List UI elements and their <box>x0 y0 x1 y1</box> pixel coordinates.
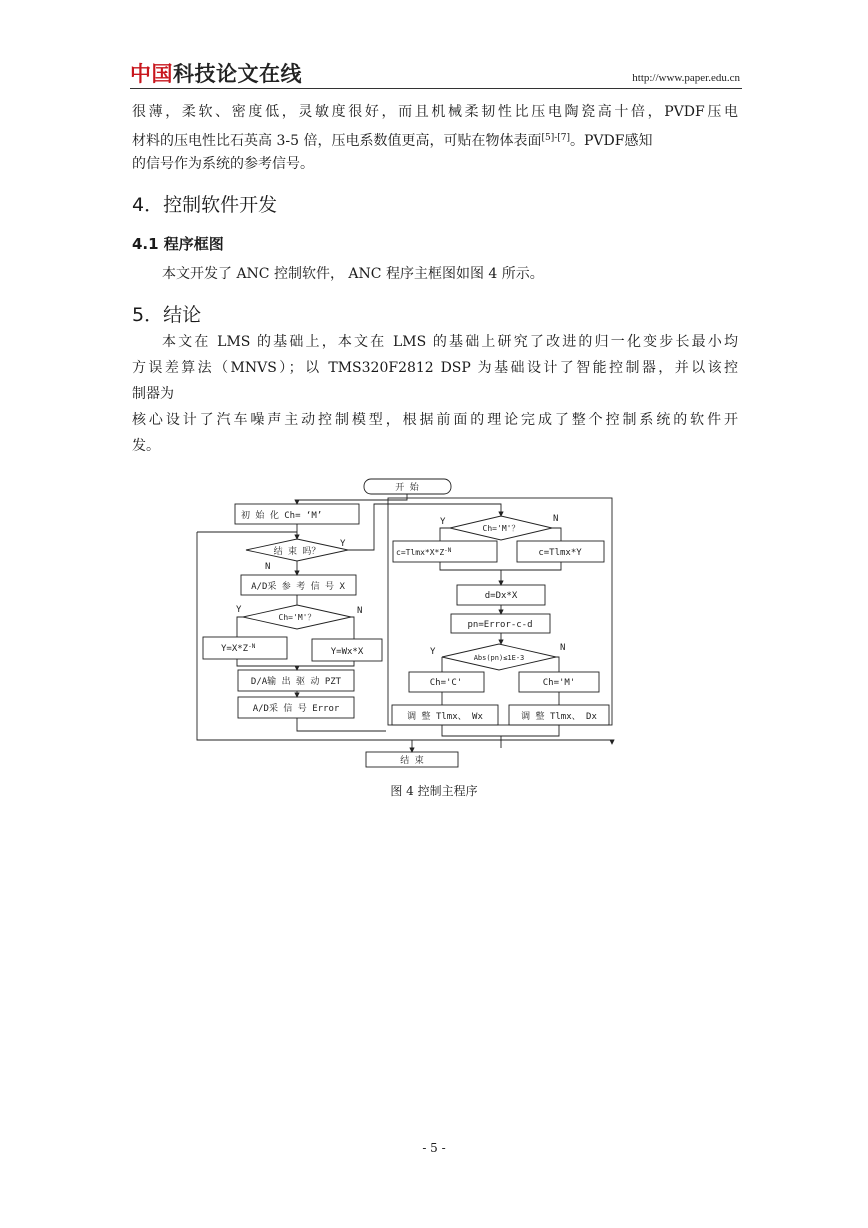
y-xz-label: $Y=X*Z^{-N}$ <box>221 643 256 654</box>
conclusion-line-3: 制器为 <box>132 386 174 402</box>
conclusion-line-1: 本文在 LMS 的基础上，本文在 LMS 的基础上研究了改进的归一化变步长最小均 <box>162 334 738 350</box>
ch-m-label: Ch='M' <box>542 678 576 688</box>
intro-line-3: 的信号作为系统的参考信号。 <box>132 156 314 172</box>
conclusion-line-2: 方误差算法（MNVS）；以 TMS320F2812 DSP 为基础设计了智能控制器，并以该控 <box>132 360 738 376</box>
intro-line-2: 材料的压电性比石英高 3-5 倍，压电系数值更高，可贴在物体表面[5]-[7]。PVDF感知 <box>132 133 653 149</box>
intro-line-1: 很薄，柔软、密度低，灵敏度很好，而且机械柔韧性比压电陶瓷高十倍，PVDF压电 <box>132 104 738 120</box>
end-question-label: 结 束 吗？ <box>273 547 321 557</box>
section-4-1-text: 本文开发了 ANC 控制软件， ANC 程序主框图如图 4 所示。 <box>162 266 544 282</box>
y-wx-label: Y=Wx*X <box>330 647 364 657</box>
header-url[interactable]: http://www.paper.edu.cn <box>632 72 740 84</box>
adj-wx-label: 调 整 Tlmx、 Wx <box>407 712 483 722</box>
abs-label: Abs(pn)≤1E-3 <box>473 654 525 662</box>
section-4-1-heading: 4.1 程序框图 <box>132 235 224 253</box>
ad-err-label: A/D采 信 号 Error <box>252 704 340 714</box>
start-label: 开 始 <box>395 483 419 493</box>
section-5-heading: 5．结论 <box>132 304 202 326</box>
no-label: N <box>357 606 363 616</box>
da-out-label: D/A输 出 驱 动 PZT <box>250 677 342 687</box>
figure-caption: 图 4 控制主程序 <box>390 784 478 798</box>
no-label: N <box>560 643 566 653</box>
adj-dx-label: 调 整 Tlmx、 Dx <box>521 712 597 722</box>
page-number: - 5 - <box>422 1141 446 1155</box>
section-4-heading: 4．控制软件开发 <box>132 194 278 216</box>
conclusion-line-5: 发。 <box>132 438 160 454</box>
yes-label: Y <box>236 605 242 615</box>
pn-err-label: pn=Error-c-d <box>467 620 533 630</box>
sample-ref-label: A/D采 参 考 信 号 X <box>251 582 345 592</box>
c-tlmx-y-label: c=Tlmx*Y <box>538 548 582 558</box>
c-tlmx-xz-label: $c=Tlmx*X*Z^{-N}$ <box>396 547 452 557</box>
yes-label: Y <box>430 647 436 657</box>
citation: [5]-[7] <box>541 133 570 143</box>
ch-m-right-label: Ch='M'？ <box>482 524 520 533</box>
conclusion-line-4: 核心设计了汽车噪声主动控制模型，根据前面的理论完成了整个控制系统的软件开 <box>132 412 738 428</box>
ch-m-left-label: Ch='M'？ <box>278 613 316 622</box>
no-label: N <box>553 514 559 524</box>
yes-label: Y <box>340 539 346 549</box>
no-label: N <box>265 562 271 572</box>
init-label: 初 始 化 Ch= ‘M’ <box>241 511 323 521</box>
yes-label: Y <box>440 517 446 527</box>
journal-logo: 中国科技论文在线 <box>130 62 302 86</box>
ch-c-label: Ch='C' <box>429 678 463 688</box>
d-dx-label: d=Dx*X <box>484 591 518 601</box>
end-label: 结 束 <box>400 756 424 766</box>
